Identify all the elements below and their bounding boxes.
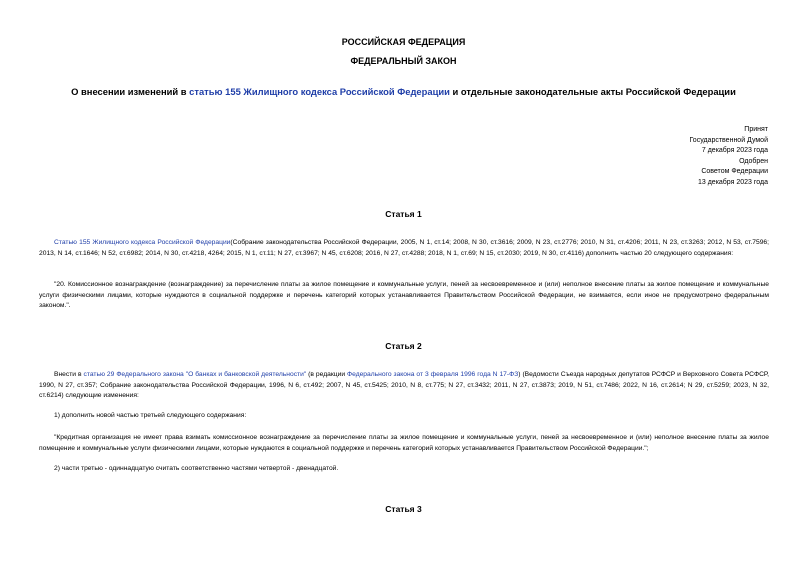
accepted-date: 7 декабря 2023 года (701, 147, 768, 154)
article-2-p1-a: Внести в (54, 371, 84, 378)
article-2-paragraph-2: 1) дополнить новой частью третьей следующего содержания: (54, 412, 247, 419)
law-type-heading: ФЕДЕРАЛЬНЫЙ ЗАКОН (350, 56, 457, 66)
article-2-paragraph-4: 2) части третью - одиннадцатую считать соответственно частями четвертой - двенадцатой. (54, 465, 339, 472)
article-2-p1-c: ) (Ведомости Съезда народных депутатов РСФСР и Верховного Совета РСФСР, 1990, N 27, ст.357; Собрание законодательства Российской Федерации, 1996, N 6, ст.492; 2007, N 45, ст.5425; 2010, N 8, ст.775; N 27, ст.3432; 2011, N 27, ст.3873; 2019, N 51, ст.7486; 2022, N 16, ст.2614; N 29, ст.5259; 2023, N 32, ст.6214) следующие изменения: (39, 371, 769, 399)
approved-by: Советом Федерации (701, 168, 768, 175)
article-155-link[interactable]: Статью 155 Жилищного кодекса Российской Федерации (54, 239, 231, 246)
federation-heading: РОССИЙСКАЯ ФЕДЕРАЦИЯ (341, 37, 466, 47)
law-title (0, 86, 807, 97)
approved-label: Одобрен (739, 157, 768, 165)
federal-law-17fz-link[interactable]: Федерального закона от 3 февраля 1996 года N 17-ФЗ (347, 371, 519, 378)
acceptance-block (568, 125, 768, 188)
title-link-article-155[interactable]: статью 155 Жилищного кодекса Российской Федерации (189, 86, 450, 97)
article-3-heading: Статья 3 (385, 504, 422, 514)
article-1-heading: Статья 1 (385, 209, 422, 219)
article-1-paragraph-2: "20. Комиссионное вознаграждение (вознаграждение) за перечисление платы за жилое помещение и коммунальные услуги, пеней за несвоевременное и (или) неполное внесение платы за жилое помещение и коммунальные услуги физическими лицами, которые нуждаются в социальной поддержке и перечень категорий которых устанавливается Правительством Российской Федерации, не взимается, если иное не предусмотрено федеральным законом.". (39, 281, 769, 309)
article-1-p1-text: (Собрание законодательства Российской Федерации, 2005, N 1, ст.14; 2008, N 30, ст.3616; 2009, N 23, ст.2776; 2010, N 31, ст.4206; 2011, N 23, ст.3263; 2012, N 53, ст.7596; 2013, N 14, ст.1646; N 52, ст.6982; 2014, N 30, ст.4218, 4264; 2015, N 1, ст.11; N 27, ст.3967; N 45, ст.6208; 2016, N 27, ст.4288; 2018, N 1, ст.69; N 15, ст.2030; 2019, N 30, ст.4116) дополнить частью 20 следующего содержания: (39, 239, 769, 257)
title-suffix: и отдельные законодательные акты Российской Федерации (449, 86, 736, 97)
accepted-by: Государственной Думой (689, 136, 768, 144)
title-prefix: О внесении изменений в (71, 86, 190, 97)
article-2-p1-b: (в редакции (306, 371, 348, 378)
accepted-label: Принят (744, 126, 768, 133)
approved-date: 13 декабря 2023 года (697, 178, 768, 186)
article-2-heading: Статья 2 (385, 341, 422, 351)
article-1-paragraph-1 (39, 238, 769, 259)
article-2-paragraph-1 (39, 370, 769, 402)
article-29-banks-law-link[interactable]: статью 29 Федерального закона "О банках и банковской деятельности" (83, 371, 307, 378)
article-2-paragraph-3: "Кредитная организация не имеет права взимать комиссионное вознаграждение за перечисление платы за жилое помещение и коммунальные услуги, пеней за несвоевременное и (или) неполное внесение платы за жилое помещение и коммунальные услуги физическими лицами, которые нуждаются в социальной поддержке и перечень категорий которых устанавливается Правительством Российской Федерации."; (39, 434, 769, 452)
